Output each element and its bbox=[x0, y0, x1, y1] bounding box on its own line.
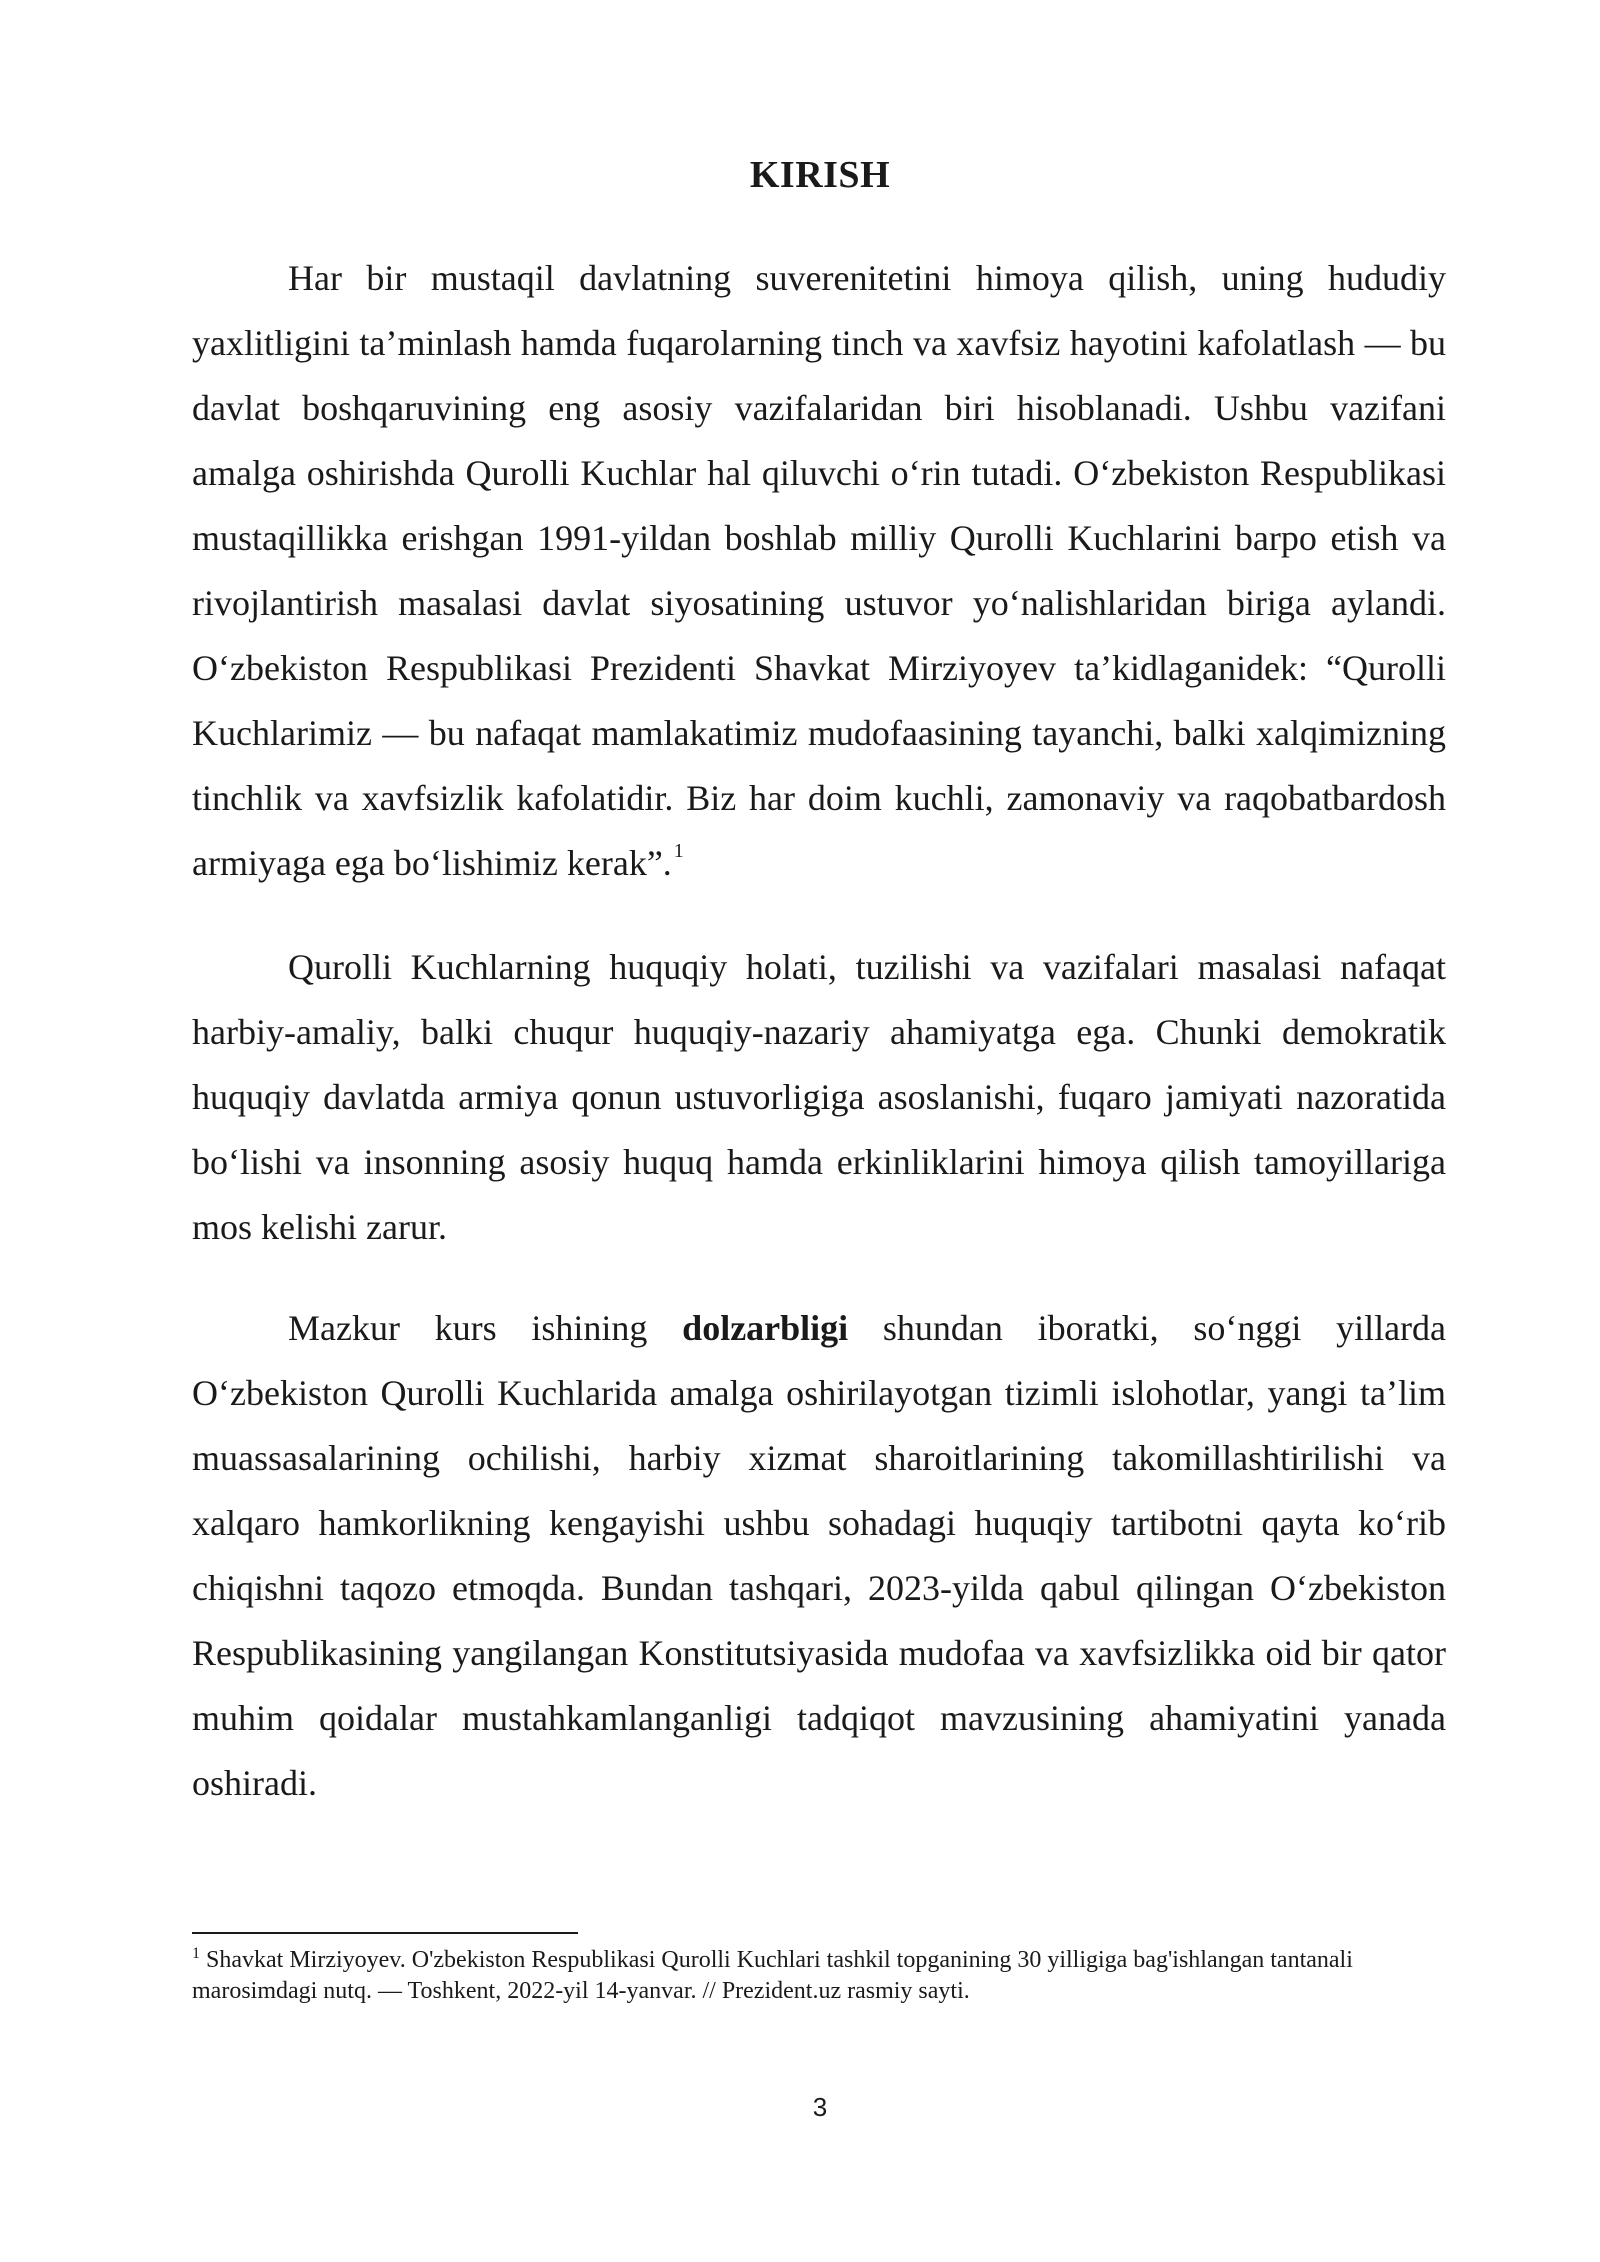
footnote-reference[interactable]: 1 bbox=[673, 840, 684, 862]
paragraph-relevance-lead: Mazkur kurs ishining bbox=[288, 1308, 648, 1348]
section-heading: KIRISH bbox=[749, 154, 891, 196]
paragraph-legal-status-text: Qurolli Kuchlarning huquqiy holati, tuzilishi va vazifalari masalasi nafaqat harbiy-amaliy, balki chuqur huquqiy-nazariy ahamiyatga ega. Chunki demokratik huquqiy davlatda armiya qonun ustuvorligiga asoslanishi, fuqaro jamiyati nazoratida bo‘lishi va insonning asosiy huquq hamda erkinliklarini himoya qilish tamoyillariga mos kelishi zarur. bbox=[192, 947, 1446, 1247]
paragraph-relevance-text: shundan iboratki, so‘nggi yillarda O‘zbekiston Qurolli Kuchlarida amalga oshirilayotgan tizimli islohotlar, yangi ta’lim muassasalarining ochilishi, harbiy xizmat sharoitlarining takomillashtirilishi va xalqaro hamkorlikning kengayishi ushbu sohadagi huquqiy tartibotni qayta ko‘rib chiqishni taqozo etmoqda. Bundan tashqari, 2023-yilda qabul qilingan O‘zbekiston Respublikasining yangilangan Konstitutsiyasida mudofaa va xavfsizlikka oid bir qator muhim qoidalar mustahkamlanganligi tadqiqot mavzusining ahamiyatini yanada oshiradi. bbox=[192, 1308, 1447, 1803]
footnote-number: 1 bbox=[192, 1945, 200, 1962]
footnote-separator bbox=[192, 1932, 578, 1934]
page-number: 3 bbox=[812, 2092, 828, 2122]
paragraph-legal-status bbox=[192, 935, 1446, 1260]
relevance-term: dolzarbligi bbox=[682, 1308, 849, 1348]
paragraph-intro bbox=[192, 246, 1446, 896]
footnote bbox=[192, 1945, 1422, 2007]
footnote-text: Shavkat Mirziyoyev. O'zbekiston Respublikasi Qurolli Kuchlari tashkil topganining 30 yilligiga bag'ishlangan tantanali marosimdagi nutq. — Toshkent, 2022-yil 14-yanvar. // Prezident.uz rasmiy sayti. bbox=[192, 1947, 1353, 2004]
paragraph-relevance bbox=[192, 1296, 1446, 1816]
paragraph-intro-text: Har bir mustaqil davlatning suverenitetini himoya qilish, uning hududiy yaxlitligini ta’minlash hamda fuqarolarning tinch va xavfsiz hayotini kafolatlash — bu davlat boshqaruvining eng asosiy vazifalaridan biri hisoblanadi. Ushbu vazifani amalga oshirishda Qurolli Kuchlar hal qiluvchi o‘rin tutadi. O‘zbekiston Respublikasi mustaqillikka erishgan 1991-yildan boshlab milliy Qurolli Kuchlarini barpo etish va rivojlantirish masalasi davlat siyosatining ustuvor yo‘nalishlaridan biriga aylandi. O‘zbekiston Respublikasi Prezidenti Shavkat Mirziyoyev ta’kidlaganidek: “Qurolli Kuchlarimiz — bu nafaqat mamlakatimiz mudofaasining tayanchi, balki xalqimizning tinchlik va xavfsizlik kafolatidir. Biz har doim kuchli, zamonaviy va raqobatbardosh armiyaga ega bo‘lishimiz kerak”. bbox=[192, 258, 1446, 883]
